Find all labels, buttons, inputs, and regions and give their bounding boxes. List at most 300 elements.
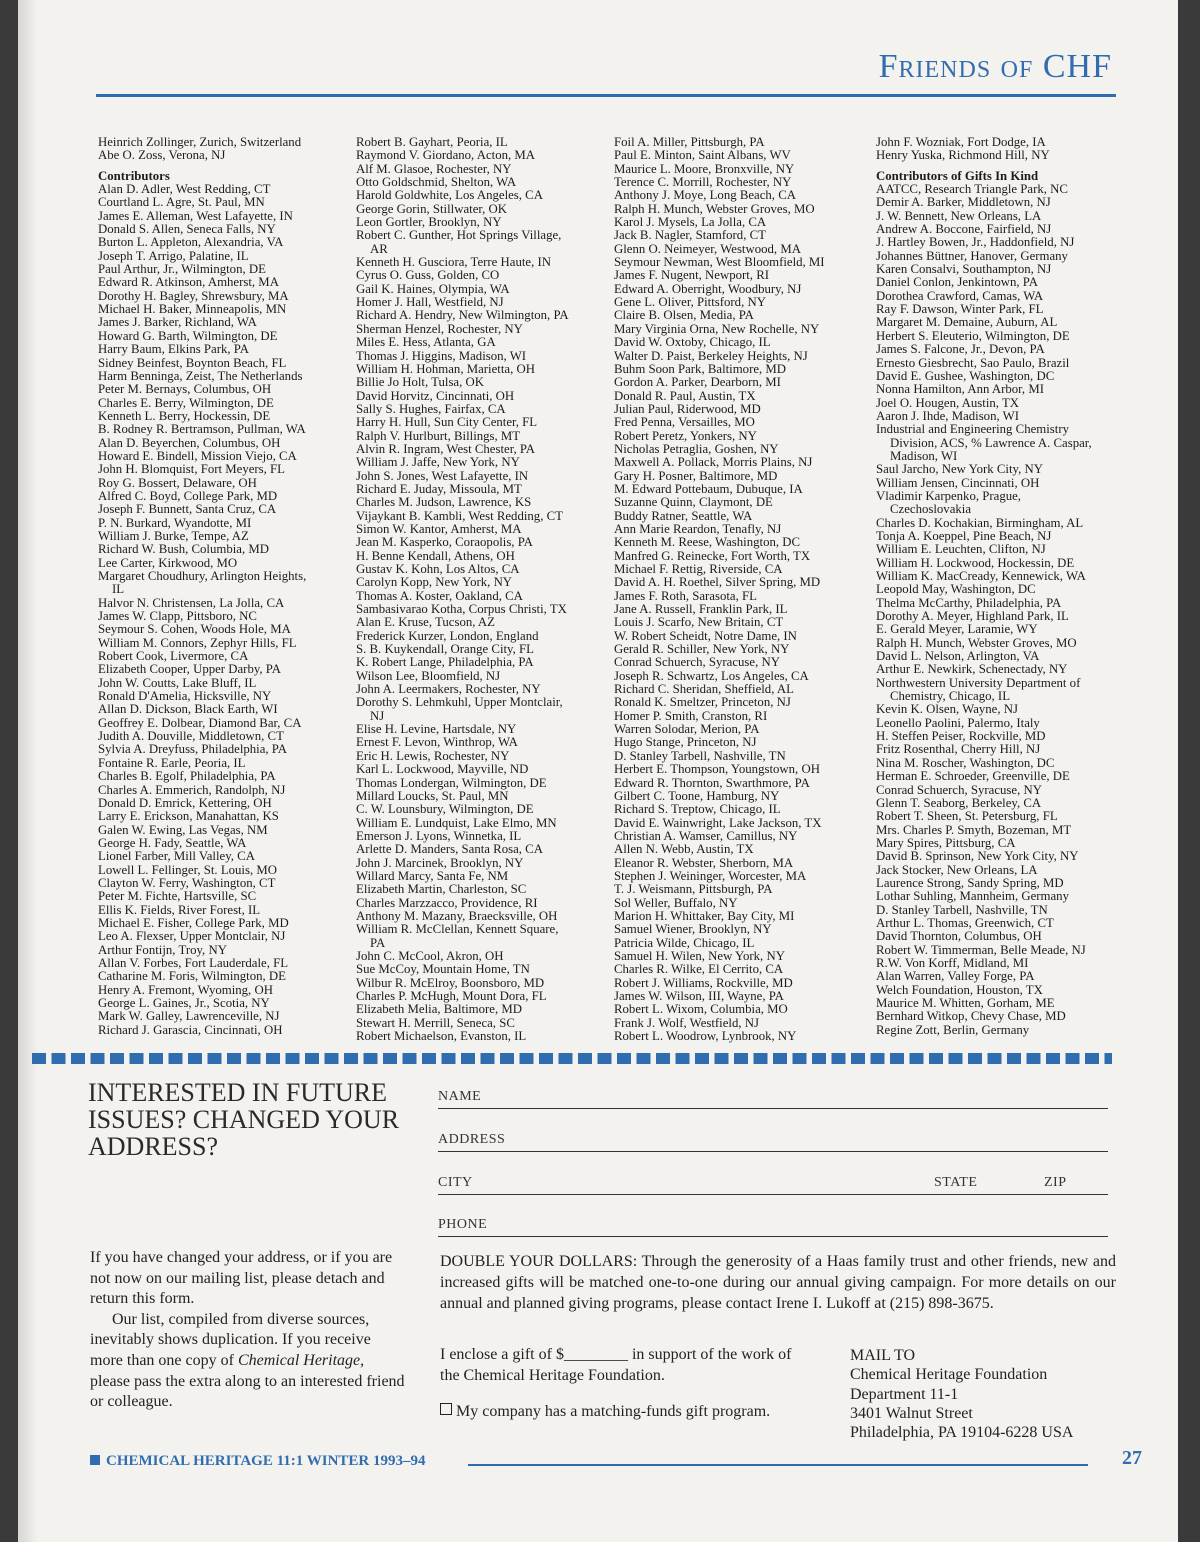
matching-funds-checkbox[interactable] [440, 1403, 452, 1415]
donor-entry: Eric H. Lewis, Rochester, NY [356, 748, 510, 763]
donor-entry: W. Robert Scheidt, Notre Dame, IN [614, 628, 797, 643]
donor-entry: Arthur L. Thomas, Greenwich, CT [876, 915, 1054, 930]
donor-entry: Robert T. Sheen, St. Petersburg, FL [876, 809, 1058, 824]
donor-entry: Frank J. Wolf, Westfield, NJ [614, 1015, 759, 1030]
donor-entry: PA [370, 935, 386, 950]
donor-entry: Anthony M. Mazany, Braecksville, OH [356, 908, 558, 923]
donor-entry: Joseph R. Schwartz, Los Angeles, CA [614, 668, 809, 683]
donor-entry: Alf M. Glasoe, Rochester, NY [356, 161, 512, 176]
donor-entry: Ann Marie Reardon, Tenafly, NJ [614, 521, 782, 536]
donor-entry: Manfred G. Reinecke, Fort Worth, TX [614, 548, 811, 563]
donor-entry: Herman E. Schroeder, Greenville, DE [876, 769, 1070, 784]
donor-entry: Richard W. Bush, Columbia, MD [98, 542, 269, 557]
donor-entry: Gail K. Haines, Olympia, WA [356, 281, 510, 296]
donor-entry: J. Hartley Bowen, Jr., Haddonfield, NJ [876, 235, 1075, 250]
donor-entry: Tonja A. Koeppel, Pine Beach, NJ [876, 528, 1052, 543]
donor-entry: Herbert S. Eleuterio, Wilmington, DE [876, 328, 1070, 343]
donor-entry: Edward R. Atkinson, Amherst, MA [98, 275, 279, 290]
donor-entry: Edward R. Thornton, Swarthmore, PA [614, 775, 810, 790]
donor-entry: D. Stanley Tarbell, Nashville, TN [876, 902, 1048, 917]
donor-column-2 [356, 136, 611, 1043]
donor-entry: R.W. Von Korff, Midland, MI [876, 955, 1029, 970]
donor-entry: E. Gerald Meyer, Laramie, WY [876, 622, 1038, 637]
donor-entry: Burton L. Appleton, Alexandria, VA [98, 235, 284, 250]
donor-entry: William H. Hohman, Marietta, OH [356, 361, 535, 376]
page-spine-shadow [18, 0, 38, 1542]
donor-entry: H. Steffen Peiser, Rockville, MD [876, 729, 1046, 744]
donor-entry: Fritz Rosenthal, Cherry Hill, NJ [876, 742, 1041, 757]
donor-entry: Industrial and Engineering Chemistry [876, 422, 1069, 437]
donor-entry: William Jensen, Cincinnati, OH [876, 475, 1040, 490]
donor-entry: Kenneth L. Berry, Hockessin, DE [98, 408, 271, 423]
donor-entry: William E. Leuchten, Clifton, NJ [876, 542, 1046, 557]
double-your-dollars: DOUBLE YOUR DOLLARS: Through the generosity of a Haas family trust and other friends, new and increased gifts will be matched one-to-one during our annual giving campaign. For more details on our annual and planned giving programs, please contact Irene I. Lukoff at (215) 898-3675. [440, 1253, 1116, 1312]
donor-entry: C. W. Lounsbury, Wilmington, DE [356, 802, 534, 817]
donor-entry: John F. Wozniak, Fort Dodge, IA [876, 135, 1046, 149]
matching-funds-option[interactable]: My company has a matching-funds gift program. [440, 1402, 810, 1423]
donor-entry: Ronald D'Amelia, Hicksville, NY [98, 689, 272, 704]
donor-entry: Gene L. Oliver, Pittsford, NY [614, 295, 766, 310]
donor-entry: Julian Paul, Riderwood, MD [614, 401, 761, 416]
donor-entry: George H. Fady, Seattle, WA [98, 835, 247, 850]
donor-entry: Bernhard Witkop, Chevy Chase, MD [876, 1009, 1066, 1024]
donor-entry: Charles A. Emmerich, Randolph, NJ [98, 782, 286, 797]
zip-label: ZIP [1044, 1175, 1067, 1190]
donor-entry: Donald S. Allen, Seneca Falls, NY [98, 222, 276, 237]
donor-entry: Wilson Lee, Bloomfield, NJ [356, 668, 501, 683]
donor-entry: Kenneth M. Reese, Washington, DC [614, 535, 801, 550]
donor-entry: Arthur Fontijn, Troy, NY [98, 942, 227, 957]
donor-entry: Eleanor R. Webster, Sherborn, MA [614, 855, 794, 870]
donor-entry: Chemistry, Chicago, IL [890, 689, 1011, 704]
footer-rule [468, 1464, 1088, 1466]
gift-pledge: I enclose a gift of $________ in support of the work of the Chemical Heritage Foundation. [440, 1346, 792, 1384]
donor-entry: Thelma McCarthy, Philadelphia, PA [876, 595, 1062, 610]
header-rule [96, 94, 1116, 97]
donor-entry: Mark W. Galley, Lawrenceville, NJ [98, 1009, 280, 1024]
donor-entry: Edward A. Oberright, Woodbury, NJ [614, 281, 802, 296]
donor-entry: John A. Leermakers, Rochester, NY [356, 682, 541, 697]
donor-entry: Clayton W. Ferry, Washington, CT [98, 875, 276, 890]
donor-entry: Gilbert C. Toone, Hamburg, NY [614, 788, 780, 803]
donor-entry: T. J. Weismann, Pittsburgh, PA [614, 882, 773, 897]
donor-entry: Joseph T. Arrigo, Palatine, IL [98, 248, 249, 263]
donor-entry: William H. Lockwood, Hockessin, DE [876, 555, 1075, 570]
donor-entry: Gary H. Posner, Baltimore, MD [614, 468, 778, 483]
donor-entry: Demir A. Barker, Middletown, NJ [876, 195, 1051, 210]
donor-entry: Leon Gortler, Brooklyn, NY [356, 215, 502, 230]
donor-entry: M. Edward Pottebaum, Dubuque, IA [614, 481, 803, 496]
name-label: NAME [438, 1089, 482, 1104]
donor-entry: Alfred C. Boyd, College Park, MD [98, 488, 278, 503]
donor-entry: Billie Jo Holt, Tulsa, OK [356, 375, 484, 390]
donor-entry: Ray F. Dawson, Winter Park, FL [876, 302, 1044, 317]
donor-entry: Claire B. Olsen, Media, PA [614, 308, 754, 323]
donor-entry: Jack B. Nagler, Stamford, CT [614, 228, 766, 243]
donor-entry: Allan V. Forbes, Fort Lauderdale, FL [98, 955, 289, 970]
donor-entry: David B. Sprinson, New York City, NY [876, 849, 1079, 864]
donor-entry: Lee Carter, Kirkwood, MO [98, 555, 238, 570]
donor-entry: James W. Wilson, III, Wayne, PA [614, 989, 784, 1003]
donor-entry: Homer J. Hall, Westfield, NJ [356, 295, 504, 310]
donor-entry: Elizabeth Cooper, Upper Darby, PA [98, 662, 281, 677]
donor-entry: Michael F. Rettig, Riverside, CA [614, 562, 783, 576]
donor-entry: Daniel Conlon, Jenkintown, PA [876, 275, 1038, 290]
donor-entry: Conrad Schuerch, Syracuse, NY [876, 782, 1042, 797]
donor-entry: Charles R. Wilke, El Cerrito, CA [614, 962, 784, 977]
donor-entry: Glenn T. Seaborg, Berkeley, CA [876, 795, 1042, 810]
donor-entry: Dorothea Crawford, Camas, WA [876, 288, 1044, 303]
donor-entry: Glenn O. Neimeyer, Westwood, MA [614, 241, 801, 256]
donor-entry: Terence C. Morrill, Rochester, NY [614, 175, 792, 190]
footer-square-icon [90, 1455, 100, 1465]
donor-entry: Ernest F. Levon, Winthrop, WA [356, 735, 518, 750]
city-state-zip-field[interactable] [438, 1168, 1108, 1195]
donor-entry: Millard Loucks, St. Paul, MN [356, 788, 509, 803]
donor-entry: Saul Jarcho, New York City, NY [876, 462, 1043, 477]
donor-entry: Elise H. Levine, Hartsdale, NY [356, 722, 517, 737]
donor-entry: Robert B. Gayhart, Peoria, IL [356, 135, 508, 149]
donor-entry: Harm Benninga, Zeist, The Netherlands [98, 368, 303, 383]
donor-entry: Karen Consalvi, Southampton, NJ [876, 262, 1052, 277]
donor-entry: Roy G. Bossert, Delaware, OH [98, 475, 257, 490]
donor-entry: Jean M. Kasperko, Coraopolis, PA [356, 535, 533, 550]
donor-entry: Howard E. Bindell, Mission Viejo, CA [98, 448, 297, 463]
donor-column-4 [876, 136, 1131, 1037]
donor-entry: Howard G. Barth, Wilmington, DE [98, 328, 278, 343]
donor-entry: Sidney Beinfest, Boynton Beach, FL [98, 355, 287, 370]
donor-entry: Richard S. Treptow, Chicago, IL [614, 802, 781, 817]
donor-entry: Donald D. Emrick, Kettering, OH [98, 795, 272, 810]
donor-entry: Lothar Suhling, Mannheim, Germany [876, 889, 1069, 904]
donor-entry: Christian A. Wamser, Camillus, NY [614, 828, 798, 843]
donor-entry: AATCC, Research Triangle Park, NC [876, 182, 1068, 197]
donor-entry: Mary Virginia Orna, New Rochelle, NY [614, 321, 820, 336]
donor-entry: Emerson J. Lyons, Winnetka, IL [356, 828, 522, 843]
donor-entry: Czechoslovakia [890, 502, 972, 517]
donor-entry: Buddy Ratner, Seattle, WA [614, 508, 753, 523]
donor-entry: Anthony J. Moye, Long Beach, CA [614, 188, 796, 203]
section-title: Friends of CHF [878, 48, 1112, 85]
donor-entry: B. Rodney R. Bertramson, Pullman, WA [98, 422, 306, 437]
donor-entry: Vijaykant B. Kambli, West Redding, CT [356, 508, 563, 523]
donor-entry: Stephen J. Weininger, Worcester, MA [614, 868, 807, 883]
donor-entry: John H. Blomquist, Fort Meyers, FL [98, 462, 285, 477]
donor-entry: Thomas J. Higgins, Madison, WI [356, 348, 527, 363]
donor-entry: William J. Burke, Tempe, AZ [98, 528, 249, 543]
magazine-page [18, 0, 1178, 1542]
donor-entry: Johannes Büttner, Hanover, Germany [876, 248, 1068, 263]
donor-entry: Robert C. Gunther, Hot Springs Village, [356, 228, 562, 243]
donor-entry: Gustav K. Kohn, Los Altos, CA [356, 562, 520, 576]
donor-entry: Leopold May, Washington, DC [876, 582, 1036, 597]
gift-amount-blank[interactable]: ________ [563, 1346, 628, 1363]
donor-entry: Jack Stocker, New Orleans, LA [876, 862, 1038, 877]
donor-entry: Seymour Newman, West Bloomfield, MI [614, 255, 825, 270]
donor-entry: Harry Baum, Elkins Park, PA [98, 342, 249, 357]
donor-entry: Charles P. McHugh, Mount Dora, FL [356, 989, 547, 1003]
donor-entry: Charles E. Berry, Wilmington, DE [98, 395, 274, 410]
donor-entry: Leo A. Flexser, Upper Montclair, NJ [98, 929, 286, 944]
donor-entry: Robert L. Wixom, Columbia, MO [614, 1002, 788, 1017]
donor-entry: Thomas A. Koster, Oakland, CA [356, 588, 523, 603]
donor-entry: AR [370, 241, 388, 256]
address-field[interactable] [438, 1125, 1108, 1152]
donor-entry: K. Robert Lange, Philadelphia, PA [356, 655, 534, 670]
donor-entry: Harry H. Hull, Sun City Center, FL [356, 415, 538, 430]
donor-entry: William J. Jaffe, New York, NY [356, 455, 520, 470]
donor-entry: James S. Falcone, Jr., Devon, PA [876, 342, 1045, 357]
donor-entry: Alan D. Beyerchen, Columbus, OH [98, 435, 281, 450]
donor-entry: Cyrus O. Guss, Golden, CO [356, 268, 500, 283]
donor-entry: William M. Connors, Zephyr Hills, FL [98, 635, 297, 650]
donor-entry: Louis J. Scarfo, New Britain, CT [614, 615, 784, 630]
donor-entry: Michael E. Fisher, College Park, MD [98, 915, 289, 930]
donor-entry: NJ [370, 708, 385, 723]
donor-entry: Maxwell A. Pollack, Morris Plains, NJ [614, 455, 813, 470]
detach-perforation [32, 1053, 1112, 1064]
donor-entry: Robert Michaelson, Evanston, IL [356, 1029, 527, 1044]
page-number: 27 [1122, 1447, 1142, 1469]
donor-entry: James J. Barker, Richland, WA [98, 315, 257, 330]
donor-entry: David A. H. Roethel, Silver Spring, MD [614, 575, 821, 590]
donor-entry: Sol Weller, Buffalo, NY [614, 895, 738, 910]
donor-entry: Aaron J. Ihde, Madison, WI [876, 408, 1019, 423]
donor-entry: John C. McCool, Akron, OH [356, 948, 504, 963]
donor-entry: James F. Nugent, Newport, RI [614, 268, 770, 283]
donor-entry: S. B. Kuykendall, Orange City, FL [356, 642, 534, 657]
donor-entry: Ralph H. Munch, Webster Groves, MO [614, 201, 815, 216]
donor-entry: James E. Alleman, West Lafayette, IN [98, 208, 293, 223]
donor-entry: Arthur E. Newkirk, Schenectady, NY [876, 662, 1068, 677]
donor-entry: Otto Goldschmid, Shelton, WA [356, 175, 517, 190]
address-label: ADDRESS [438, 1132, 506, 1147]
donor-entry: Hugo Stange, Princeton, NJ [614, 735, 757, 750]
donor-entry: Paul E. Minton, Saint Albans, WV [614, 148, 791, 163]
donor-entry: Walter D. Paist, Berkeley Heights, NJ [614, 348, 808, 363]
donor-entry: Maurice L. Moore, Bronxville, NY [614, 161, 795, 176]
donor-entry: Suzanne Quinn, Claymont, DE [614, 495, 773, 510]
donor-entry: Willard Marcy, Santa Fe, NM [356, 868, 509, 883]
donor-entry: Ralph H. Munch, Webster Groves, MO [876, 635, 1077, 650]
donor-entry: Herbert E. Thompson, Youngstown, OH [614, 762, 820, 777]
donor-entry: Northwestern University Department of [876, 675, 1081, 690]
donor-entry: Arlette D. Manders, Santa Rosa, CA [356, 842, 543, 857]
donor-entry: John S. Jones, West Lafayette, IN [356, 468, 529, 483]
donor-entry: Larry E. Erickson, Manahattan, KS [98, 809, 279, 824]
donor-entry: Courtland L. Agre, St. Paul, MN [98, 195, 265, 210]
donor-entry: David W. Oxtoby, Chicago, IL [614, 335, 771, 350]
donor-entry: Ronald K. Smeltzer, Princeton, NJ [614, 695, 791, 710]
donor-entry: Carolyn Kopp, New York, NY [356, 575, 513, 590]
footer-publication: CHEMICAL HERITAGE 11:1 WINTER 1993–94 [90, 1453, 426, 1470]
donor-entry: Nina M. Roscher, Washington, DC [876, 755, 1055, 770]
donor-entry: Allan D. Dickson, Black Earth, WI [98, 702, 278, 717]
donor-entry: Patricia Wilde, Chicago, IL [614, 935, 755, 950]
donor-entry: Andrew A. Boccone, Fairfield, NJ [876, 222, 1052, 237]
donor-entry: George Gorin, Stillwater, OK [356, 201, 508, 216]
section-heading: Contributors [98, 168, 170, 183]
donor-entry: Ralph V. Hurlburt, Billings, MT [356, 428, 521, 443]
donor-entry: Foil A. Miller, Pittsburgh, PA [614, 135, 765, 149]
donor-entry: Robert Cook, Livermore, CA [98, 649, 249, 664]
donor-entry: Wilbur R. McElroy, Boonsboro, MD [356, 975, 545, 990]
donor-entry: Maurice M. Whitten, Gorham, ME [876, 996, 1055, 1010]
donor-entry: J. W. Bennett, New Orleans, LA [876, 208, 1042, 223]
donor-entry: Margaret Choudhury, Arlington Heights, [98, 569, 307, 583]
donor-entry: James F. Roth, Sarasota, FL [614, 588, 757, 603]
donor-entry: D. Stanley Tarbell, Nashville, TN [614, 748, 786, 763]
donor-entry: David Horvitz, Cincinnati, OH [356, 388, 515, 403]
donor-entry: Gordon A. Parker, Dearborn, MI [614, 375, 781, 390]
donor-entry: Samuel Wiener, Brooklyn, NY [614, 922, 772, 937]
donor-entry: Gerald R. Schiller, New York, NY [614, 642, 790, 657]
donor-entry: Dorothy H. Bagley, Shrewsbury, MA [98, 288, 289, 303]
donor-entry: Lowell L. Fellinger, St. Louis, MO [98, 862, 277, 877]
donor-entry: Richard C. Sheridan, Sheffield, AL [614, 682, 794, 697]
donor-entry: Mrs. Charles P. Smyth, Bozeman, MT [876, 822, 1072, 837]
donor-entry: Richard J. Garascia, Cincinnati, OH [98, 1022, 283, 1037]
donor-entry: Ernesto Giesbrecht, Sao Paulo, Brazil [876, 355, 1070, 370]
donor-entry: Henry A. Fremont, Wyoming, OH [98, 982, 273, 997]
donor-entry: Marion H. Whittaker, Bay City, MI [614, 908, 795, 923]
donor-entry: Dorothy S. Lehmkuhl, Upper Montclair, [356, 695, 563, 710]
donor-entry: Thomas Londergan, Wilmington, DE [356, 775, 547, 790]
donor-entry: Karl L. Lockwood, Mayville, ND [356, 762, 529, 777]
donor-entry: Raymond V. Giordano, Acton, MA [356, 148, 536, 163]
donor-entry: John J. Marcinek, Brooklyn, NY [356, 855, 524, 870]
donor-entry: Elizabeth Melia, Baltimore, MD [356, 1002, 522, 1017]
donor-entry: Stewart H. Merrill, Seneca, SC [356, 1015, 515, 1030]
donor-entry: Donald R. Paul, Austin, TX [614, 388, 756, 403]
donor-entry: Mary Spires, Pittsburg, CA [876, 835, 1016, 850]
donor-entry: Halvor N. Christensen, La Jolla, CA [98, 595, 285, 610]
donor-entry: Nicholas Petraglia, Goshen, NY [614, 441, 779, 456]
donor-entry: Lionel Farber, Mill Valley, CA [98, 849, 255, 864]
donor-entry: Heinrich Zollinger, Zurich, Switzerland [98, 135, 302, 149]
donor-entry: David Thornton, Columbus, OH [876, 929, 1042, 944]
donor-entry: Joseph F. Bunnett, Santa Cruz, CA [98, 502, 277, 517]
donor-entry: Buhm Soon Park, Baltimore, MD [614, 361, 787, 376]
donor-entry: Leonello Paolini, Palermo, Italy [876, 715, 1040, 730]
donor-entry: John W. Coutts, Lake Bluff, IL [98, 675, 257, 690]
donor-entry: P. N. Burkard, Wyandotte, MI [98, 515, 252, 530]
donor-entry: Kevin K. Olsen, Wayne, NJ [876, 702, 1018, 717]
donor-entry: Harold Goldwhite, Los Angeles, CA [356, 188, 543, 203]
donor-entry: Seymour S. Cohen, Woods Hole, MA [98, 622, 291, 637]
donor-entry: Sue McCoy, Mountain Home, TN [356, 962, 530, 977]
donor-entry: William K. MacCready, Kennewick, WA [876, 569, 1086, 583]
donor-entry: Madison, WI [890, 448, 958, 463]
donor-entry: Karol J. Mysels, La Jolla, CA [614, 215, 767, 230]
donor-entry: George L. Gaines, Jr., Scotia, NY [98, 996, 270, 1010]
donor-entry: Richard E. Juday, Missoula, MT [356, 481, 522, 496]
donor-entry: IL [112, 582, 125, 597]
donor-entry: Simon W. Kantor, Amherst, MA [356, 521, 522, 536]
donor-entry: Robert L. Woodrow, Lynbrook, NY [614, 1029, 797, 1044]
donor-entry: Geoffrey E. Dolbear, Diamond Bar, CA [98, 715, 302, 730]
donor-entry: Fontaine R. Earle, Peoria, IL [98, 755, 246, 770]
donor-entry: Division, ACS, % Lawrence A. Caspar, [890, 435, 1092, 450]
donor-entry: David L. Nelson, Arlington, VA [876, 649, 1040, 664]
donor-entry: Alan D. Adler, West Redding, CT [98, 182, 271, 197]
donor-entry: Alvin R. Ingram, West Chester, PA [356, 441, 536, 456]
donor-column-1 [98, 136, 353, 1037]
donor-entry: Sally S. Hughes, Fairfax, CA [356, 401, 506, 416]
donor-entry: Warren Solodar, Merion, PA [614, 722, 760, 737]
donor-entry: Conrad Schuerch, Syracuse, NY [614, 655, 780, 670]
section-heading: Contributors of Gifts In Kind [876, 168, 1039, 183]
donor-entry: Charles Marzzacco, Providence, RI [356, 895, 538, 910]
donor-entry: Fred Penna, Versailles, MO [614, 415, 755, 430]
donor-entry: David E. Wainwright, Lake Jackson, TX [614, 815, 822, 830]
donor-entry: Peter M. Bernays, Columbus, OH [98, 382, 272, 397]
address-change-info [90, 1248, 405, 1413]
donor-entry: Alan E. Kruse, Tucson, AZ [356, 615, 495, 630]
phone-field[interactable] [438, 1210, 1108, 1237]
donor-entry: Richard A. Hendry, New Wilmington, PA [356, 308, 569, 323]
donor-entry: Allen N. Webb, Austin, TX [614, 842, 754, 857]
city-label: CITY [438, 1175, 473, 1190]
donor-entry: Vladimir Karpenko, Prague, [876, 488, 1021, 503]
mail-to-address: MAIL TO Chemical Heritage Foundation Department 11-1 3401 Walnut Street Philadelphia, PA 19104-6228 USA [850, 1347, 1074, 1442]
donor-entry: William R. McClellan, Kennett Square, [356, 922, 559, 937]
donor-entry: Robert Peretz, Yonkers, NY [614, 428, 757, 443]
donor-entry: Margaret M. Demaine, Auburn, AL [876, 315, 1058, 330]
donor-entry: William E. Lundquist, Lake Elmo, MN [356, 815, 557, 830]
donor-entry: Samuel H. Wilen, New York, NY [614, 948, 785, 963]
donor-entry: Sherman Henzel, Rochester, NY [356, 321, 523, 336]
donor-entry: Henry Yuska, Richmond Hill, NY [876, 148, 1050, 163]
donor-entry: Judith A. Douville, Middletown, CT [98, 729, 284, 744]
donor-entry: Abe O. Zoss, Verona, NJ [98, 148, 226, 163]
donor-entry: Miles E. Hess, Atlanta, GA [356, 335, 496, 350]
donor-entry: David E. Gushee, Washington, DC [876, 368, 1055, 383]
donor-entry: Catharine M. Foris, Wilmington, DE [98, 969, 286, 984]
donor-entry: Robert J. Williams, Rockville, MD [614, 975, 793, 990]
donor-entry: Joel O. Hougen, Austin, TX [876, 395, 1020, 410]
donor-entry: H. Benne Kendall, Athens, OH [356, 548, 515, 563]
donor-entry: Elizabeth Martin, Charleston, SC [356, 882, 527, 897]
donor-entry: Regine Zott, Berlin, Germany [876, 1022, 1030, 1037]
donor-entry: Charles B. Egolf, Philadelphia, PA [98, 769, 276, 784]
donor-entry: Ellis K. Fields, River Forest, IL [98, 902, 261, 917]
donor-entry: Charles M. Judson, Lawrence, KS [356, 495, 532, 510]
donor-column-3 [614, 136, 869, 1043]
name-field[interactable] [438, 1082, 1108, 1109]
donor-entry: Kenneth H. Gusciora, Terre Haute, IN [356, 255, 552, 270]
form-headline: INTERESTED IN FUTURE ISSUES? CHANGED YOUR ADDRESS? [88, 1078, 400, 1161]
donor-entry: Nonna Hamilton, Ann Arbor, MI [876, 382, 1044, 397]
info-paragraph-1: If you have changed your address, or if you are not now on our mailing list, please detach and return this form. [90, 1249, 393, 1308]
info-paragraph-2: Our list, compiled from diverse sources, inevitably shows duplication. If you receive more than one copy of Chemical Heritage, please pass the extra along to an interested friend or colleague. [90, 1310, 405, 1411]
donor-entry: Laurence Strong, Sandy Spring, MD [876, 875, 1064, 890]
donor-entry: Sylvia A. Dreyfuss, Philadelphia, PA [98, 742, 287, 757]
donor-entry: Jane A. Russell, Franklin Park, IL [614, 602, 788, 617]
donor-entry: Peter M. Fichte, Hartsville, SC [98, 889, 257, 904]
donor-entry: Frederick Kurzer, London, England [356, 628, 539, 643]
donor-entry: Homer P. Smith, Cranston, RI [614, 708, 768, 723]
donor-entry: Robert W. Timmerman, Belle Meade, NJ [876, 942, 1086, 957]
donor-entry: Paul Arthur, Jr., Wilmington, DE [98, 262, 266, 277]
donor-entry: Michael H. Baker, Minneapolis, MN [98, 302, 287, 317]
donor-entry: Dorothy A. Meyer, Highland Park, IL [876, 609, 1069, 624]
donor-entry: Charles D. Kochakian, Birmingham, AL [876, 515, 1084, 530]
donor-entry: Welch Foundation, Houston, TX [876, 982, 1043, 997]
phone-label: PHONE [438, 1217, 488, 1232]
donor-entry: Sambasivarao Kotha, Corpus Christi, TX [356, 602, 567, 617]
donor-entry: Galen W. Ewing, Las Vegas, NM [98, 822, 268, 837]
